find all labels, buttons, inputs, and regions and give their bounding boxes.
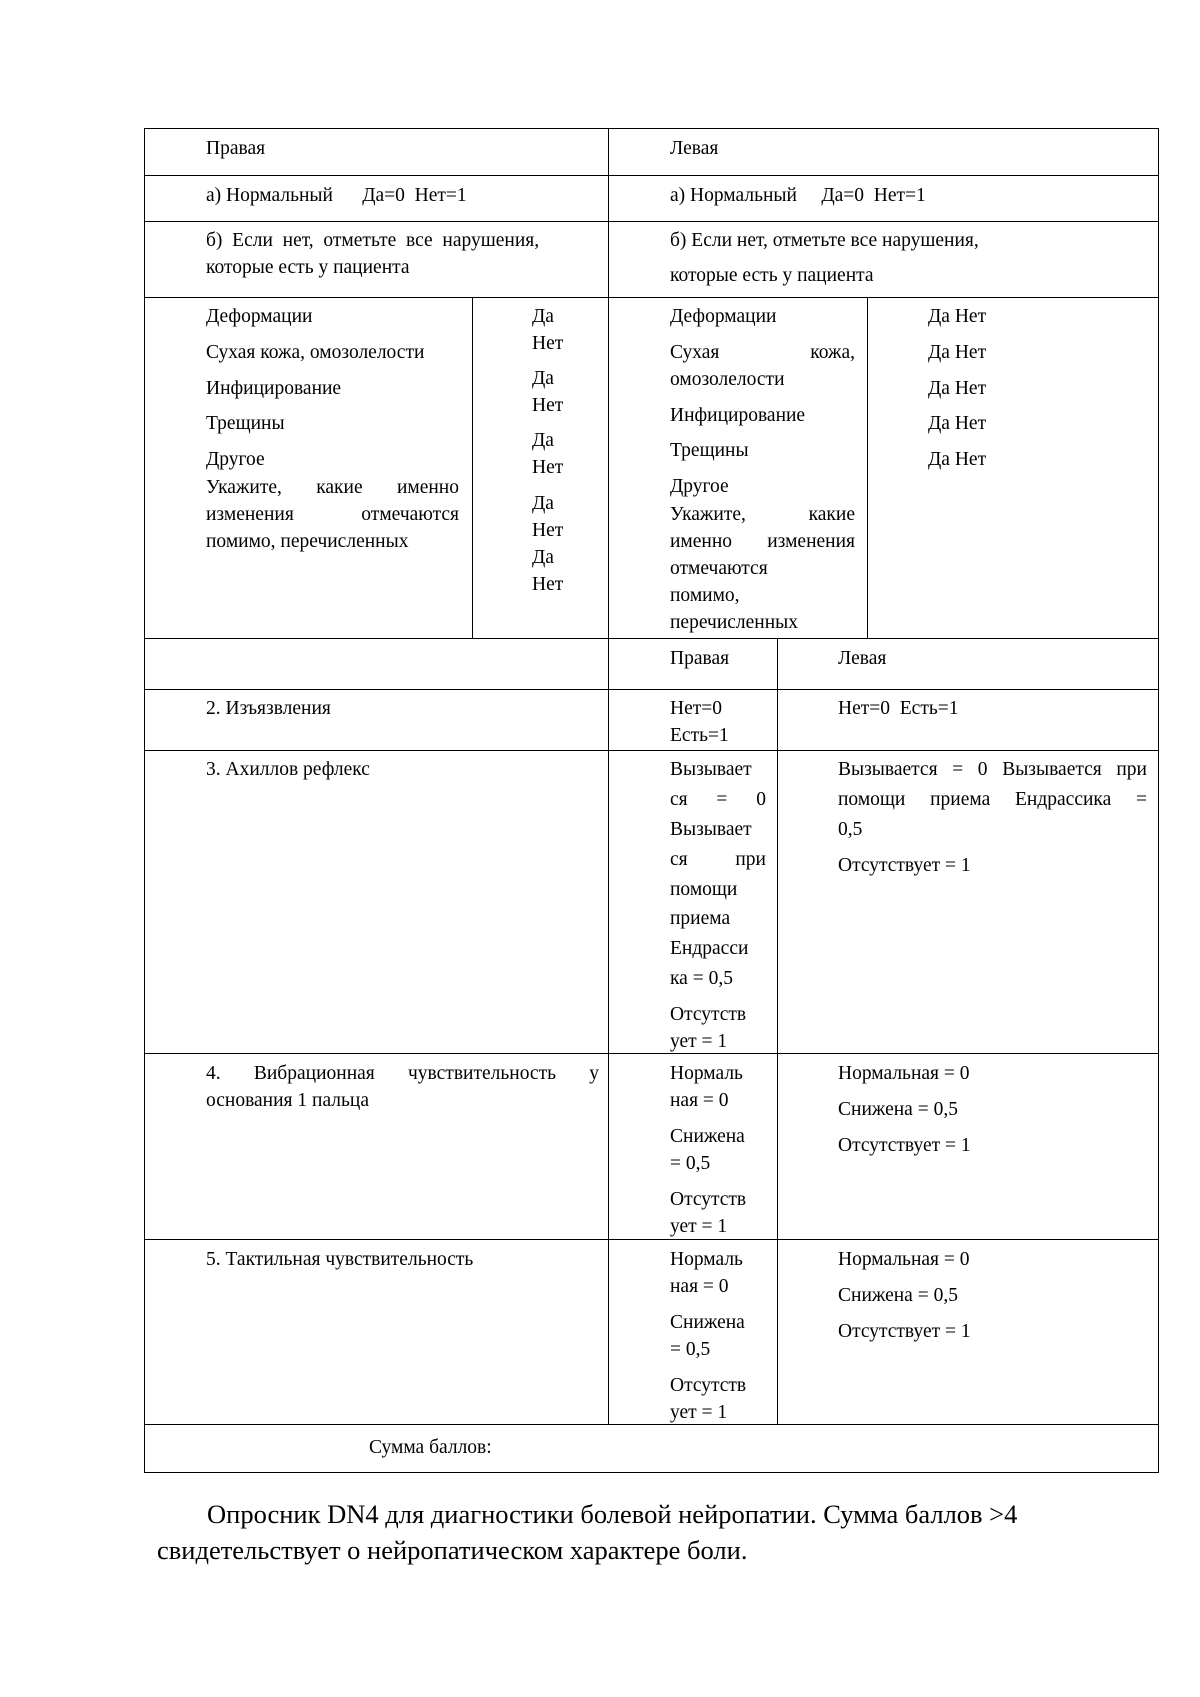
- score-option: Нет=0: [670, 698, 723, 719]
- answer-yes: Да: [532, 368, 554, 389]
- subheader-right: Правая: [670, 648, 730, 669]
- answer-yes: Да: [532, 430, 554, 451]
- score-option: ует = 1: [670, 1031, 728, 1052]
- hline: [144, 1053, 1159, 1054]
- specify-line: именно изменения: [670, 531, 855, 552]
- score-option: Отсутств: [670, 1375, 747, 1396]
- score-option: Снижена = 0,5: [838, 1099, 958, 1120]
- header-left: Левая: [670, 138, 719, 159]
- score-option: Отсутствует = 1: [838, 1321, 971, 1342]
- condition-item: Другое: [206, 449, 265, 470]
- answer-yes-no: Да Нет: [928, 413, 987, 434]
- answer-yes: Да: [532, 306, 554, 327]
- vline-left-answers: [867, 297, 868, 638]
- score-option: Вызывается = 0 Вызывается при: [838, 759, 1147, 780]
- vline-right-answers: [472, 297, 473, 638]
- specify-line: перечисленных: [670, 612, 799, 633]
- score-option: Отсутствует = 1: [838, 855, 971, 876]
- score-option: Ендрасси: [670, 938, 749, 959]
- hline-bottom: [144, 1472, 1159, 1473]
- condition-item: Сухая кожа, омозолелости: [206, 342, 425, 363]
- if-not-left-line1: б) Если нет, отметьте все нарушения,: [670, 230, 979, 251]
- hline: [144, 175, 1159, 176]
- score-option: Нормальная = 0: [838, 1249, 970, 1270]
- score-option: Снижена = 0,5: [838, 1285, 958, 1306]
- answer-yes: Да: [532, 493, 554, 514]
- answer-no: Нет: [532, 395, 564, 416]
- answer-yes-no: Да Нет: [928, 378, 987, 399]
- score-option: Отсутств: [670, 1189, 747, 1210]
- answer-no: Нет: [532, 457, 564, 478]
- hline: [144, 689, 1159, 690]
- condition-item: Деформации: [670, 306, 777, 327]
- score-option: помощи приема Ендрассика =: [838, 789, 1147, 810]
- score-option: Вызывает: [670, 759, 752, 780]
- answer-no: Нет: [532, 520, 564, 541]
- row-label: основания 1 пальца: [206, 1090, 369, 1111]
- hline: [144, 1239, 1159, 1240]
- hline-top: [144, 128, 1159, 129]
- score-option: Нормаль: [670, 1249, 743, 1270]
- hline: [144, 297, 1159, 298]
- answer-yes-no: Да Нет: [928, 342, 987, 363]
- score-option: 0,5: [838, 819, 863, 840]
- score-option: ует = 1: [670, 1402, 728, 1423]
- specify-line: помимо, перечисленных: [206, 531, 409, 552]
- score-option: приема: [670, 908, 731, 929]
- score-option: Нормальная = 0: [838, 1063, 970, 1084]
- score-option: помощи: [670, 879, 738, 900]
- normal-left: а) Нормальный Да=0 Нет=1: [670, 185, 926, 206]
- row-label: 3. Ахиллов рефлекс: [206, 759, 370, 780]
- score-option: ует = 1: [670, 1216, 728, 1237]
- row-label: 5. Тактильная чувствительность: [206, 1249, 474, 1270]
- answer-no: Нет: [532, 574, 564, 595]
- condition-item: Сухая кожа,: [670, 342, 855, 363]
- score-option: Есть=1: [670, 725, 729, 746]
- score-option: = 0,5: [670, 1339, 711, 1360]
- vline-subcolumns: [777, 638, 778, 1424]
- caption-line: Опросник DN4 для диагностики болевой нейропатии. Сумма баллов >4: [207, 1499, 1018, 1529]
- condition-item: Другое: [670, 476, 729, 497]
- vline-center: [608, 128, 609, 1424]
- specify-line: Укажите, какие именно: [206, 477, 459, 498]
- score-option: = 0,5: [670, 1153, 711, 1174]
- answer-yes-no: Да Нет: [928, 449, 987, 470]
- condition-item: Инфицирование: [206, 378, 342, 399]
- score-option: ся = 0: [670, 789, 766, 810]
- if-not-right-line1: б) Если нет, отметьте все нарушения,: [206, 230, 540, 251]
- answer-no: Нет: [532, 333, 564, 354]
- answer-yes: Да: [532, 547, 554, 568]
- sum-label: Сумма баллов:: [369, 1437, 492, 1458]
- condition-item: Трещины: [670, 440, 749, 461]
- hline: [144, 221, 1159, 222]
- score-option: ка = 0,5: [670, 968, 733, 989]
- score-option: Снижена: [670, 1126, 745, 1147]
- caption-line: свидетельствует о нейропатическом характере боли.: [157, 1535, 748, 1565]
- specify-line: изменения отмечаются: [206, 504, 459, 525]
- score-option: ся при: [670, 849, 766, 870]
- vline-right: [1158, 128, 1159, 1473]
- hline: [144, 638, 1159, 639]
- condition-item: Трещины: [206, 413, 285, 434]
- score-option: ная = 0: [670, 1090, 729, 1111]
- if-not-right-line2: которые есть у пациента: [206, 257, 410, 278]
- condition-item: Инфицирование: [670, 405, 806, 426]
- hline: [144, 1424, 1159, 1425]
- score-option: Нормаль: [670, 1063, 743, 1084]
- header-right: Правая: [206, 138, 266, 159]
- specify-line: помимо,: [670, 585, 740, 606]
- score-option: Отсутств: [670, 1004, 747, 1025]
- specify-line: Укажите, какие: [670, 504, 855, 525]
- score-option: Нет=0 Есть=1: [838, 698, 959, 719]
- row-label: 2. Изъязвления: [206, 698, 331, 719]
- condition-item: омозолелости: [670, 369, 785, 390]
- condition-item: Деформации: [206, 306, 313, 327]
- hline: [144, 750, 1159, 751]
- row-label: 4. Вибрационная чувствительность у: [206, 1063, 599, 1084]
- vline-left: [144, 128, 145, 1473]
- specify-line: отмечаются: [670, 558, 768, 579]
- score-option: ная = 0: [670, 1276, 729, 1297]
- score-option: Снижена: [670, 1312, 745, 1333]
- normal-right: а) Нормальный Да=0 Нет=1: [206, 185, 467, 206]
- if-not-left-line2: которые есть у пациента: [670, 265, 874, 286]
- subheader-left: Левая: [838, 648, 887, 669]
- score-option: Вызывает: [670, 819, 752, 840]
- answer-yes-no: Да Нет: [928, 306, 987, 327]
- caption: [157, 1496, 1107, 1568]
- score-option: Отсутствует = 1: [838, 1135, 971, 1156]
